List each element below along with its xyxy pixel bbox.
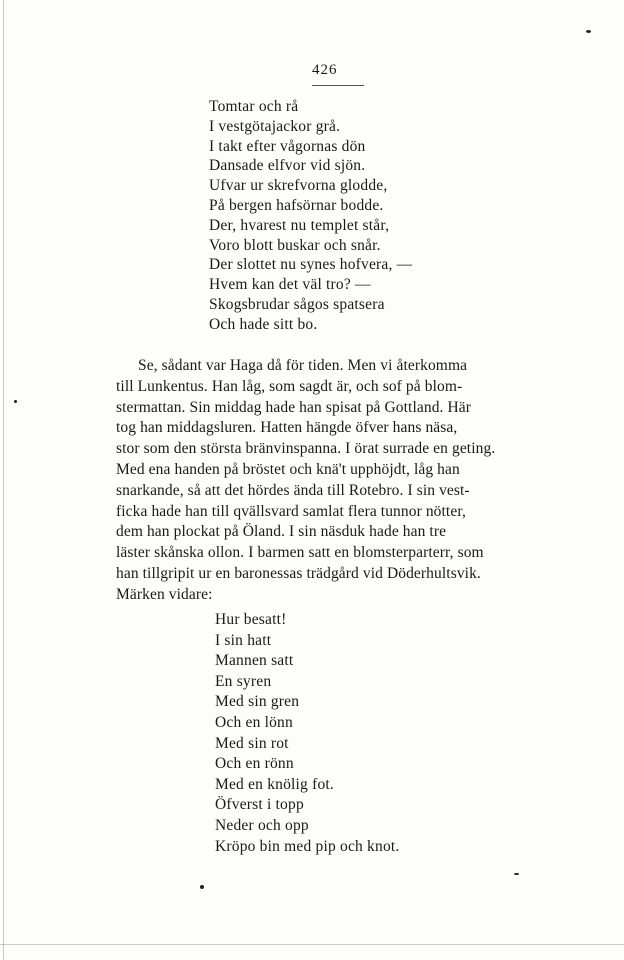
poem-stanza-2 xyxy=(215,610,400,857)
print-speck xyxy=(514,873,519,875)
poem-stanza-1 xyxy=(209,97,412,335)
poem-line: Hvem kan det väl tro? — xyxy=(209,276,371,294)
poem-line: Der slottet nu synes hofvera, — xyxy=(209,256,413,274)
poem-line: På bergen hafsörnar bodde. xyxy=(209,196,384,214)
poem-line: I vestgötajackor grå. xyxy=(209,117,341,135)
poem-line: Dansade elfvor vid sjön. xyxy=(209,157,366,175)
poem-line: Tomtar och rå xyxy=(209,98,299,115)
poem-line: Och hade sitt bo. xyxy=(209,315,318,333)
poem-line: Hur besatt! xyxy=(215,611,287,628)
poem-line: Mannen satt xyxy=(215,652,294,670)
poem-line: Med en knölig fot. xyxy=(215,775,334,793)
poem-line: Kröpo bin med pip och knot. xyxy=(215,837,400,855)
page-bottom-edge xyxy=(0,944,624,945)
prose-line: till Lunkentus. Han låg, som sagdt är, och sof på blom- xyxy=(116,377,463,395)
poem-line: Och en rönn xyxy=(215,755,294,773)
poem-line: En syren xyxy=(215,672,272,690)
prose-line: Med ena handen på bröstet och knä't upphöjdt, låg han xyxy=(116,460,460,478)
poem-line: Ufvar ur skrefvorna glodde, xyxy=(209,177,388,195)
prose-line: stermattan. Sin middag hade han spisat på Gottland. Här xyxy=(116,398,472,416)
page-number-rule xyxy=(312,85,364,86)
print-speck xyxy=(586,30,591,33)
prose-line: Märken vidare: xyxy=(116,585,213,603)
print-speck xyxy=(200,885,204,889)
poem-line: Med sin gren xyxy=(215,693,300,711)
page-left-edge xyxy=(3,0,4,960)
page-number: 426 xyxy=(312,62,338,78)
prose-line: stor som den största bränvinspanna. I örat surrade en geting. xyxy=(116,440,496,458)
poem-line: Der, hvarest nu templet står, xyxy=(209,216,390,234)
poem-line: Med sin rot xyxy=(215,734,289,752)
poem-line: I takt efter vågornas dön xyxy=(209,137,366,155)
prose-line: han tillgripit ur en baronessas trädgård vid Döderhultsvik. xyxy=(116,564,481,582)
prose-line: snarkande, så att det hördes ända till Rotebro. I sin vest- xyxy=(116,481,470,499)
prose-line: dem han plockat på Öland. I sin näsduk hade han tre xyxy=(116,523,447,541)
poem-line: Och en lönn xyxy=(215,713,293,731)
prose-line: läster skånska ollon. I barmen satt en blomsterparterr, som xyxy=(116,544,484,562)
prose-line: Se, sådant var Haga då för tiden. Men vi återkomma xyxy=(138,357,468,374)
poem-line: I sin hatt xyxy=(215,631,272,649)
poem-line: Skogsbrudar sågos spatsera xyxy=(209,295,385,313)
poem-line: Neder och opp xyxy=(215,816,309,834)
poem-line: Voro blott buskar och snår. xyxy=(209,236,381,254)
prose-line: tog han middagsluren. Hatten hängde öfver hans näsa, xyxy=(116,419,458,437)
prose-line: ficka hade han till qvällsvard samlat flera tunnor nötter, xyxy=(116,502,466,520)
prose-paragraph xyxy=(116,356,616,606)
poem-line: Öfverst i topp xyxy=(215,796,304,814)
print-speck xyxy=(14,400,17,403)
